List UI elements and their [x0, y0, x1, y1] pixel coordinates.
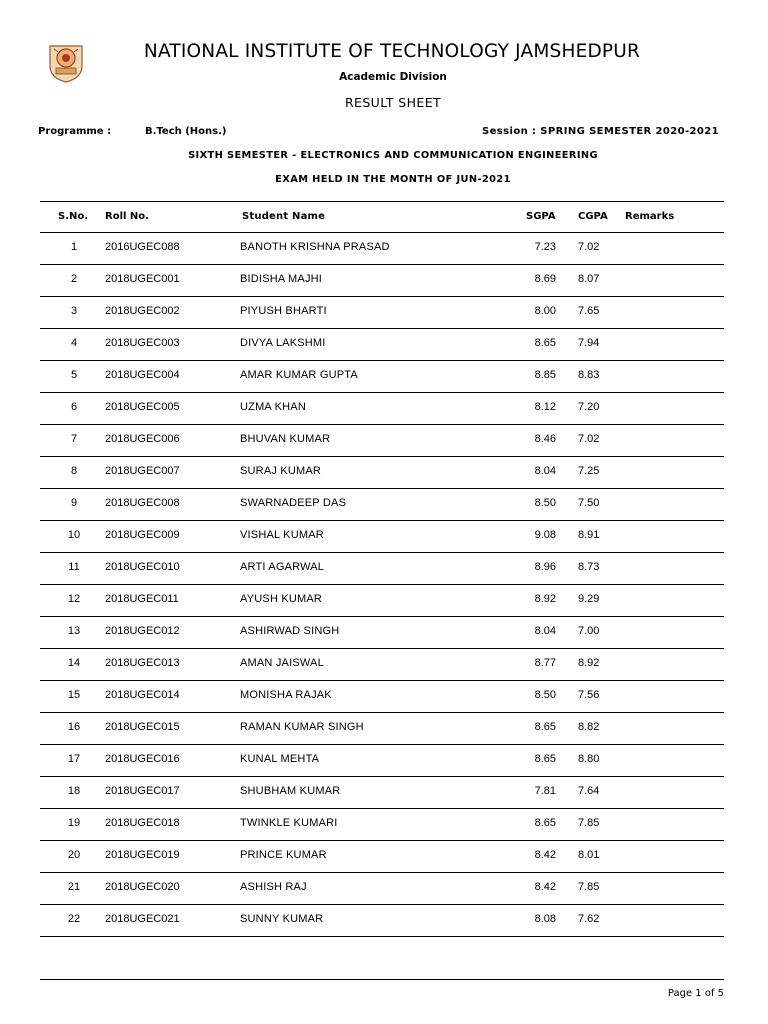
cell-name: SURAJ KUMAR — [240, 465, 322, 477]
cell-cgpa: 7.85 — [578, 817, 600, 829]
cell-name: KUNAL MEHTA — [240, 753, 320, 765]
cell-sno: 13 — [67, 625, 81, 637]
semester-title: SIXTH SEMESTER - ELECTRONICS AND COMMUNICATION ENGINEERING — [188, 150, 598, 161]
cell-roll: 2016UGEC088 — [105, 241, 180, 253]
cell-sgpa: 8.65 — [534, 337, 556, 349]
cell-sno: 12 — [67, 593, 81, 605]
cell-roll: 2018UGEC018 — [105, 817, 180, 829]
cell-name: DIVYA LAKSHMI — [240, 337, 326, 349]
table-row — [40, 617, 724, 649]
cell-sno: 14 — [67, 657, 81, 669]
header-cgpa: CGPA — [578, 211, 608, 222]
table-row — [40, 425, 724, 457]
cell-cgpa: 7.02 — [578, 241, 600, 253]
cell-roll: 2018UGEC002 — [105, 305, 180, 317]
table-row — [40, 585, 724, 617]
cell-sgpa: 8.46 — [534, 433, 556, 445]
cell-cgpa: 7.65 — [578, 305, 600, 317]
cell-sgpa: 8.12 — [534, 401, 556, 413]
table-row — [40, 297, 724, 329]
cell-name: VISHAL KUMAR — [240, 529, 324, 541]
exam-month-title: EXAM HELD IN THE MONTH OF JUN-2021 — [275, 174, 511, 185]
cell-cgpa: 8.82 — [578, 721, 600, 733]
cell-roll: 2018UGEC016 — [105, 753, 180, 765]
cell-sgpa: 7.81 — [534, 785, 556, 797]
table-row — [40, 457, 724, 489]
cell-sno: 3 — [70, 305, 78, 317]
table-row — [40, 233, 724, 265]
cell-sno: 1 — [70, 241, 78, 253]
cell-roll: 2018UGEC012 — [105, 625, 180, 637]
header-remarks: Remarks — [625, 211, 675, 222]
cell-sgpa: 7.23 — [534, 241, 556, 253]
table-row — [40, 777, 724, 809]
cell-roll: 2018UGEC014 — [105, 689, 180, 701]
cell-sno: 21 — [67, 881, 81, 893]
cell-sgpa: 8.42 — [534, 881, 556, 893]
cell-roll: 2018UGEC009 — [105, 529, 180, 541]
cell-cgpa: 8.73 — [578, 561, 600, 573]
cell-sgpa: 8.04 — [534, 465, 556, 477]
cell-sgpa: 8.00 — [534, 305, 556, 317]
cell-name: AMAR KUMAR GUPTA — [240, 369, 358, 381]
cell-cgpa: 7.94 — [578, 337, 600, 349]
cell-roll: 2018UGEC008 — [105, 497, 180, 509]
cell-name: PRINCE KUMAR — [240, 849, 327, 861]
cell-name: UZMA KHAN — [240, 401, 306, 413]
cell-roll: 2018UGEC006 — [105, 433, 180, 445]
cell-roll: 2018UGEC001 — [105, 273, 180, 285]
cell-sgpa: 8.85 — [534, 369, 556, 381]
institute-name: NATIONAL INSTITUTE OF TECHNOLOGY JAMSHEDPUR — [143, 41, 641, 62]
cell-roll: 2018UGEC004 — [105, 369, 180, 381]
cell-name: BIDISHA MAJHI — [240, 273, 323, 285]
cell-roll: 2018UGEC011 — [105, 593, 179, 605]
cell-sno: 8 — [70, 465, 78, 477]
cell-name: ASHIRWAD SINGH — [240, 625, 340, 637]
cell-sno: 18 — [67, 785, 81, 797]
header-roll: Roll No. — [105, 211, 149, 222]
page-number: Page 1 of 5 — [667, 988, 724, 999]
cell-sno: 2 — [70, 273, 78, 285]
table-header — [40, 201, 724, 233]
cell-name: RAMAN KUMAR SINGH — [240, 721, 364, 733]
cell-sno: 20 — [67, 849, 81, 861]
cell-roll: 2018UGEC013 — [105, 657, 180, 669]
cell-cgpa: 8.91 — [578, 529, 600, 541]
cell-cgpa: 7.50 — [578, 497, 600, 509]
cell-sgpa: 8.69 — [534, 273, 556, 285]
cell-name: AMAN JAISWAL — [240, 657, 324, 669]
table-row — [40, 681, 724, 713]
table-row — [40, 873, 724, 905]
cell-name: ARTI AGARWAL — [240, 561, 325, 573]
cell-sgpa: 8.08 — [534, 913, 556, 925]
cell-cgpa: 8.92 — [578, 657, 600, 669]
cell-sno: 5 — [70, 369, 78, 381]
table-row — [40, 521, 724, 553]
table-row — [40, 713, 724, 745]
table-row — [40, 265, 724, 297]
cell-sno: 4 — [70, 337, 78, 349]
cell-roll: 2018UGEC021 — [105, 913, 180, 925]
cell-roll: 2018UGEC003 — [105, 337, 180, 349]
table-row — [40, 841, 724, 873]
cell-cgpa: 8.83 — [578, 369, 600, 381]
cell-cgpa: 8.01 — [578, 849, 600, 861]
cell-name: SUNNY KUMAR — [240, 913, 324, 925]
cell-roll: 2018UGEC019 — [105, 849, 180, 861]
table-row — [40, 553, 724, 585]
table-row — [40, 905, 724, 937]
cell-sgpa: 8.04 — [534, 625, 556, 637]
division-name: Academic Division — [339, 71, 447, 83]
cell-sgpa: 8.65 — [534, 753, 556, 765]
table-row — [40, 393, 724, 425]
cell-roll: 2018UGEC005 — [105, 401, 180, 413]
cell-name: SHUBHAM KUMAR — [240, 785, 341, 797]
cell-cgpa: 7.64 — [578, 785, 600, 797]
cell-name: TWINKLE KUMARI — [240, 817, 338, 829]
sheet-title: RESULT SHEET — [344, 95, 442, 110]
cell-sgpa: 8.50 — [534, 689, 556, 701]
cell-sno: 17 — [67, 753, 81, 765]
programme-value: B.Tech (Hons.) — [145, 126, 227, 137]
cell-sgpa: 8.65 — [534, 721, 556, 733]
cell-sgpa: 8.92 — [534, 593, 556, 605]
cell-sno: 6 — [70, 401, 78, 413]
cell-sno: 10 — [67, 529, 81, 541]
table-row — [40, 745, 724, 777]
cell-sgpa: 8.42 — [534, 849, 556, 861]
footer-divider — [40, 979, 724, 980]
cell-sno: 7 — [70, 433, 78, 445]
table-row — [40, 649, 724, 681]
cell-sno: 16 — [67, 721, 81, 733]
table-row — [40, 361, 724, 393]
table-row — [40, 809, 724, 841]
cell-cgpa: 8.80 — [578, 753, 600, 765]
cell-sgpa: 8.65 — [534, 817, 556, 829]
cell-sgpa: 8.50 — [534, 497, 556, 509]
cell-roll: 2018UGEC020 — [105, 881, 180, 893]
cell-sno: 19 — [67, 817, 81, 829]
cell-cgpa: 7.02 — [578, 433, 600, 445]
cell-sgpa: 8.96 — [534, 561, 556, 573]
cell-cgpa: 7.85 — [578, 881, 600, 893]
cell-sno: 15 — [67, 689, 81, 701]
cell-sno: 11 — [68, 561, 80, 573]
header-sgpa: SGPA — [526, 211, 556, 222]
cell-sgpa: 8.77 — [534, 657, 556, 669]
cell-cgpa: 7.62 — [578, 913, 600, 925]
cell-sno: 22 — [67, 913, 81, 925]
cell-name: PIYUSH BHARTI — [240, 305, 327, 317]
cell-name: MONISHA RAJAK — [240, 689, 332, 701]
cell-name: BHUVAN KUMAR — [240, 433, 331, 445]
programme-label: Programme : — [38, 126, 112, 137]
table-row — [40, 329, 724, 361]
cell-roll: 2018UGEC017 — [105, 785, 180, 797]
cell-cgpa: 8.07 — [578, 273, 600, 285]
cell-sgpa: 9.08 — [534, 529, 556, 541]
cell-roll: 2018UGEC007 — [105, 465, 180, 477]
cell-roll: 2018UGEC015 — [105, 721, 180, 733]
cell-roll: 2018UGEC010 — [105, 561, 180, 573]
header-sno: S.No. — [58, 211, 89, 222]
cell-name: ASHISH RAJ — [240, 881, 307, 893]
cell-cgpa: 7.20 — [578, 401, 600, 413]
cell-cgpa: 7.56 — [578, 689, 600, 701]
table-row — [40, 489, 724, 521]
cell-name: BANOTH KRISHNA PRASAD — [240, 241, 390, 253]
cell-cgpa: 9.29 — [578, 593, 600, 605]
cell-sno: 9 — [70, 497, 78, 509]
cell-name: SWARNADEEP DAS — [240, 497, 347, 509]
result-table — [40, 201, 724, 937]
cell-cgpa: 7.00 — [578, 625, 600, 637]
cell-name: AYUSH KUMAR — [240, 593, 323, 605]
header-name: Student Name — [242, 211, 326, 222]
cell-cgpa: 7.25 — [578, 465, 600, 477]
session-text: Session : SPRING SEMESTER 2020-2021 — [482, 126, 719, 137]
